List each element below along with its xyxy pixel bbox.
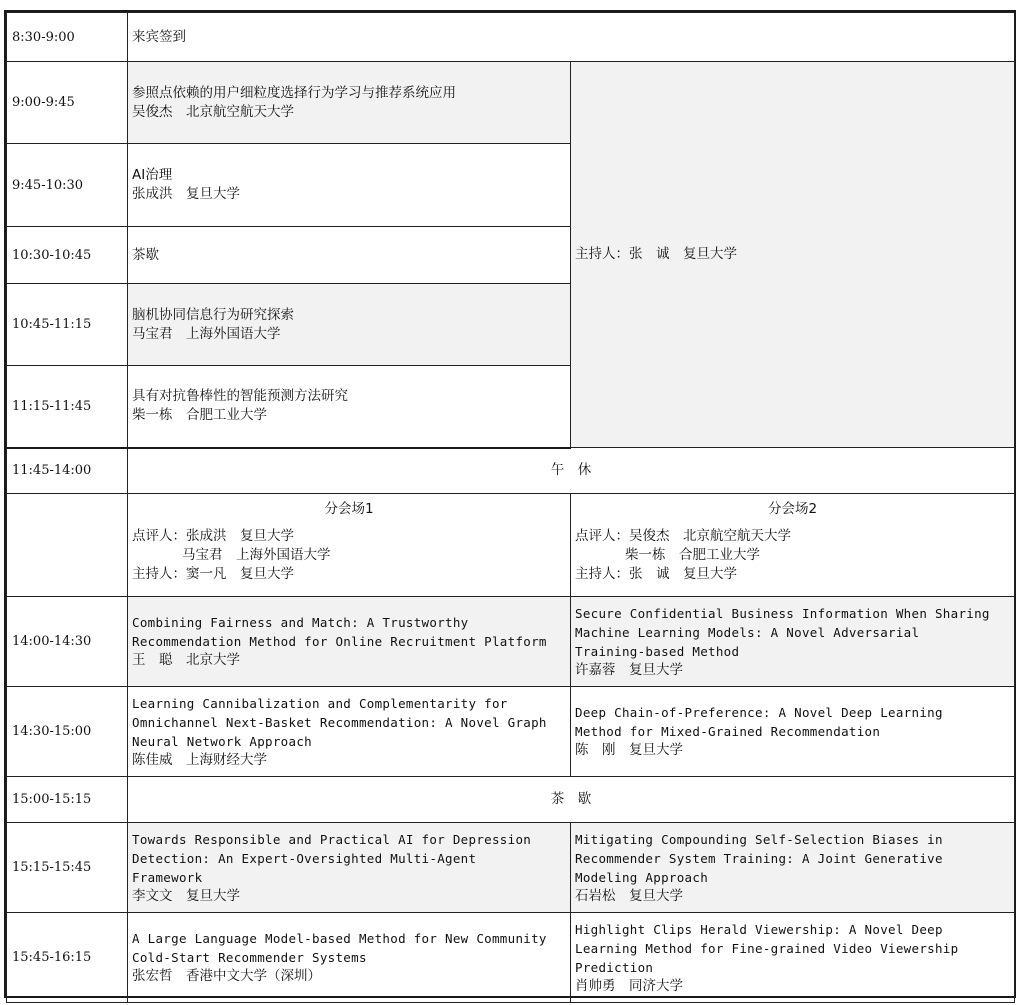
time-cell: 15:00-15:15 <box>7 777 128 823</box>
venue-1-commentator-1: 张成洪 复旦大学 <box>186 528 294 544</box>
paper-title-line: Method for Mixed-Grained Recommendation <box>575 724 881 739</box>
venue-2-title: 分会场2 <box>767 501 818 517</box>
paper-title-line: Deep Chain-of-Preference: A Novel Deep Learning <box>575 705 943 720</box>
time-cell: 15:45-16:15 <box>7 913 128 1003</box>
paper-author: 陈 刚 复旦大学 <box>575 742 683 758</box>
paper-title-line: Combining Fairness and Match: A Trustworthy <box>132 615 469 630</box>
paper-cell-left <box>128 913 571 1003</box>
time-cell: 10:30-10:45 <box>7 227 128 284</box>
time-cell: 11:45-14:00 <box>7 448 128 494</box>
row-session-3 <box>7 823 1015 913</box>
venue-1-cell <box>128 494 571 597</box>
paper-cell-left <box>128 823 571 913</box>
time-cell-empty <box>7 494 128 597</box>
row-session-4 <box>7 913 1015 1003</box>
venue-1-commentator-2: 马宝君 上海外国语大学 <box>182 547 331 563</box>
row-session-2 <box>7 687 1015 777</box>
time-cell: 15:15-15:45 <box>7 823 128 913</box>
tea-break-2-text: 茶 歇 <box>128 777 1015 823</box>
talk-speaker: 吴俊杰 北京航空航天大学 <box>132 103 294 120</box>
paper-cell-right <box>571 597 1015 687</box>
paper-title-line: Framework <box>132 869 203 885</box>
talk-speaker: 马宝君 上海外国语大学 <box>132 325 281 342</box>
paper-author: 肖帅勇 同济大学 <box>575 977 683 994</box>
paper-title-line: Learning Cannibalization and Complementarity for <box>132 695 508 711</box>
venue-2-commentator-2: 柴一栋 合肥工业大学 <box>625 547 760 563</box>
venue-2-commentator-1: 吴俊杰 北京航空航天大学 <box>629 528 791 544</box>
paper-cell-left <box>128 687 571 777</box>
paper-title-line: Machine Learning Models: A Novel Adversarial <box>575 624 920 640</box>
paper-title-line: Prediction <box>575 959 654 975</box>
time-cell: 9:00-9:45 <box>7 62 128 144</box>
paper-cell-right <box>571 687 1015 777</box>
paper-cell-left <box>128 597 571 687</box>
paper-title-line: Omnichannel Next-Basket Recommendation: A Novel Graph <box>132 714 547 730</box>
paper-title-line: Towards Responsible and Practical AI for Depression <box>132 831 532 847</box>
paper-title-line: A Large Language Model-based Method for New Community <box>132 931 547 946</box>
schedule-sheet <box>4 10 1016 998</box>
row-venues <box>7 494 1015 597</box>
venue-2-host: 主持人：张 诚 复旦大学 <box>575 566 737 582</box>
venue-2-cell <box>571 494 1015 597</box>
paper-title-line: Learning Method for Fine-grained Video Viewership <box>575 940 959 956</box>
time-cell: 10:45-11:15 <box>7 284 128 366</box>
talk-cell <box>128 366 571 448</box>
row-session-1 <box>7 597 1015 687</box>
paper-author: 许嘉蓉 复旦大学 <box>575 661 683 678</box>
talk-title: 脑机协同信息行为研究探索 <box>132 306 294 323</box>
time-cell: 11:15-11:45 <box>7 366 128 448</box>
venue-2-commentators-label: 点评人： <box>575 528 629 544</box>
paper-title-line: Secure Confidential Business Information When Sharing <box>575 605 990 621</box>
paper-title-line: Mitigating Compounding Self-Selection Biases in <box>575 831 943 847</box>
time-cell: 14:00-14:30 <box>7 597 128 687</box>
paper-title-line: Neural Network Approach <box>132 733 312 749</box>
paper-cell-right <box>571 823 1015 913</box>
talk-speaker: 张成洪 复旦大学 <box>132 186 240 202</box>
lunch-text: 午 休 <box>128 448 1015 494</box>
row-tea-break-2 <box>7 777 1015 823</box>
time-cell: 8:30-9:00 <box>7 13 128 62</box>
paper-title-line: Modeling Approach <box>575 869 709 885</box>
talk-title: 具有对抗鲁棒性的智能预测方法研究 <box>132 388 348 405</box>
schedule-table <box>6 12 1015 1003</box>
venue-1-host: 主持人：窦一凡 复旦大学 <box>132 566 294 582</box>
time-cell: 9:45-10:30 <box>7 144 128 227</box>
paper-title-line: Training-based Method <box>575 643 740 659</box>
row-checkin <box>7 13 1015 62</box>
checkin-text: 来宾签到 <box>128 13 1015 62</box>
venue-1-title: 分会场1 <box>324 501 374 517</box>
talk-title: AI治理 <box>132 167 173 183</box>
talk-title: 参照点依赖的用户细粒度选择行为学习与推荐系统应用 <box>132 84 456 101</box>
paper-author: 石岩松 复旦大学 <box>575 887 683 904</box>
row-lunch <box>7 448 1015 494</box>
talk-cell <box>128 144 571 227</box>
row-talk-1 <box>7 62 1015 144</box>
morning-host: 主持人：张 诚 复旦大学 <box>575 246 737 262</box>
morning-host-cell <box>571 62 1015 448</box>
paper-author: 张宏哲 香港中文大学（深圳） <box>132 968 321 984</box>
venue-1-commentators-label: 点评人： <box>132 528 186 544</box>
paper-title-line: Detection: An Expert-Oversighted Multi-Agent <box>132 850 477 866</box>
talk-speaker: 柴一栋 合肥工业大学 <box>132 407 267 424</box>
paper-author: 王 聪 北京大学 <box>132 652 240 668</box>
paper-title-line: Highlight Clips Herald Viewership: A Novel Deep <box>575 921 943 937</box>
tea-break-text: 茶歇 <box>128 227 571 284</box>
time-cell: 14:30-15:00 <box>7 687 128 777</box>
paper-author: 陈佳威 上海财经大学 <box>132 751 267 768</box>
paper-title-line: Recommendation Method for Online Recruitment Platform <box>132 634 547 649</box>
paper-cell-right <box>571 913 1015 1003</box>
paper-title-line: Recommender System Training: A Joint Generative <box>575 850 943 866</box>
talk-cell <box>128 284 571 366</box>
paper-title-line: Cold-Start Recommender Systems <box>132 950 367 965</box>
talk-cell <box>128 62 571 144</box>
paper-author: 李文文 复旦大学 <box>132 887 240 904</box>
